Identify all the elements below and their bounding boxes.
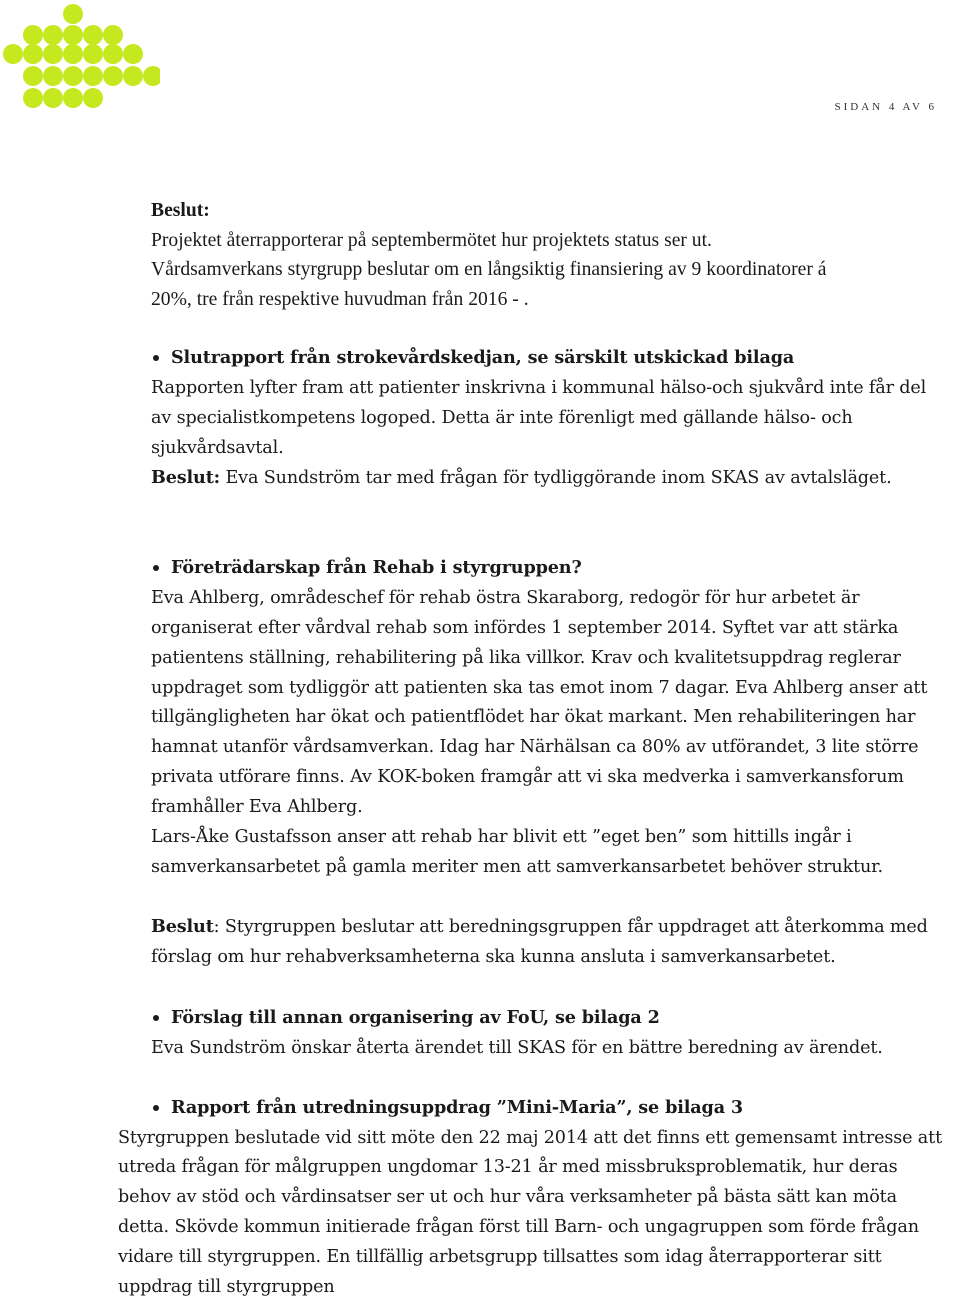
paragraph-line: organiserat efter vårdval rehab som infördes 1 september 2014. Syftet var att stärka [151,618,899,638]
decision-label: Beslut: [151,200,210,221]
green-dot-cluster-logo-icon [0,0,160,112]
decision-text: : Styrgruppen beslutar att beredningsgruppen får uppdraget att återkomma med [213,917,928,937]
logo-dot [63,66,83,86]
logo-dot [83,66,103,86]
paragraph-line: privata utförare finns. Av KOK-boken framgår att vi ska medverka i samverkansforum [151,767,904,787]
logo-dot [83,25,103,45]
paragraph-line: Rapporten lyfter fram att patienter inskrivna i kommunal hälso-och sjukvård inte får del [151,378,927,398]
logo-dot [103,66,123,86]
item-heading: Slutrapport från strokevårdskedjan, se särskilt utskickad bilaga [171,347,795,368]
logo-dot [103,44,123,64]
paragraph-line: uppdraget som tydliggör att patienten ska tas emot inom 7 dagar. Eva Ahlberg anser att [151,678,928,698]
paragraph-line: samverkansarbetet på gamla meriter men att samverkansarbetet behöver struktur. [151,857,883,877]
logo-dot [43,66,63,86]
decision-text: Eva Sundström tar med frågan för tydliggörande inom SKAS av avtalsläget. [220,468,892,488]
logo-dot [103,25,123,45]
logo-dot [83,88,103,108]
logo-dot [63,44,83,64]
paragraph-line: Eva Ahlberg, områdeschef för rehab östra Skaraborg, redogör för hur arbetet är [151,588,860,608]
logo-dot [3,44,23,64]
bullet-icon [153,1105,159,1111]
logo-dot [83,44,103,64]
paragraph-line: Projektet återrapporterar på septembermötet hur projektets status ser ut. [151,230,712,251]
paragraph-line: sjukvårdsavtal. [151,438,284,458]
paragraph-line: tillgängligheten har ökat och patientflödet har ökat markant. Men rehabiliteringen har [151,707,916,727]
decision-label: Beslut [151,916,214,937]
paragraph-line: 20%, tre från respektive huvudman från 2016 - . [151,289,529,310]
logo-dot [43,25,63,45]
logo-dot [23,66,43,86]
paragraph-line: förslag om hur rehabverksamheterna ska kunna ansluta i samverkansarbetet. [151,947,836,967]
item-heading: Företrädarskap från Rehab i styrgruppen? [171,557,582,578]
logo-dot [23,44,43,64]
decision-label: Beslut: [151,467,221,488]
decision-line [151,912,928,942]
paragraph-line: Styrgruppen beslutade vid sitt möte den 22 maj 2014 att det finns ett gemensamt intresse att [118,1128,942,1148]
logo-dot [23,25,43,45]
page-number: SIDAN 4 AV 6 [834,101,937,113]
logo-dot [43,88,63,108]
item-heading: Förslag till annan organisering av FoU, se bilaga 2 [171,1007,660,1028]
logo-dot [123,66,143,86]
bullet-icon [153,355,159,361]
paragraph-line: Vårdsamverkans styrgrupp beslutar om en långsiktig finansiering av 9 koordinatorer á [151,259,827,280]
logo-dot [143,66,160,86]
paragraph-line: framhåller Eva Ahlberg. [151,797,363,817]
logo-dot [63,4,83,24]
bullet-icon [153,565,159,571]
paragraph-line: av specialistkompetens logoped. Detta är inte förenligt med gällande hälso- och [151,408,853,428]
decision-line [151,463,892,493]
paragraph-line: detta. Skövde kommun initierade frågan först till Barn- och ungagruppen som förde frågan [118,1217,919,1237]
logo-dot [23,88,43,108]
paragraph-line: utreda frågan för målgruppen ungdomar 13-21 år med missbruksproblematik, hur deras [118,1157,898,1177]
logo-dot [123,44,143,64]
paragraph-line: hamnat utanför vårdsamverkan. Idag har Närhälsan ca 80% av utförandet, 3 lite större [151,737,919,757]
paragraph-line: Lars-Åke Gustafsson anser att rehab har blivit ett ”eget ben” som hittills ingår i [151,827,852,847]
item-heading: Rapport från utredningsuppdrag ”Mini-Maria”, se bilaga 3 [171,1097,744,1118]
bullet-icon [153,1015,159,1021]
paragraph-line: vidare till styrgruppen. En tillfällig arbetsgrupp tillsattes som idag återrapporterar sitt [118,1247,882,1267]
paragraph-line: patientens ställning, rehabilitering på lika villkor. Krav och kvalitetsuppdrag reglerar [151,648,901,668]
logo-dot [63,25,83,45]
logo-dot [43,44,63,64]
paragraph-line: uppdrag till styrgruppen [118,1277,335,1297]
paragraph-line: behov av stöd och vårdinsatser ser ut och hur våra verksamheter på bästa sätt kan möta [118,1187,897,1207]
paragraph-line: Eva Sundström önskar återta ärendet till SKAS för en bättre beredning av ärendet. [151,1038,883,1058]
logo-dot [63,88,83,108]
